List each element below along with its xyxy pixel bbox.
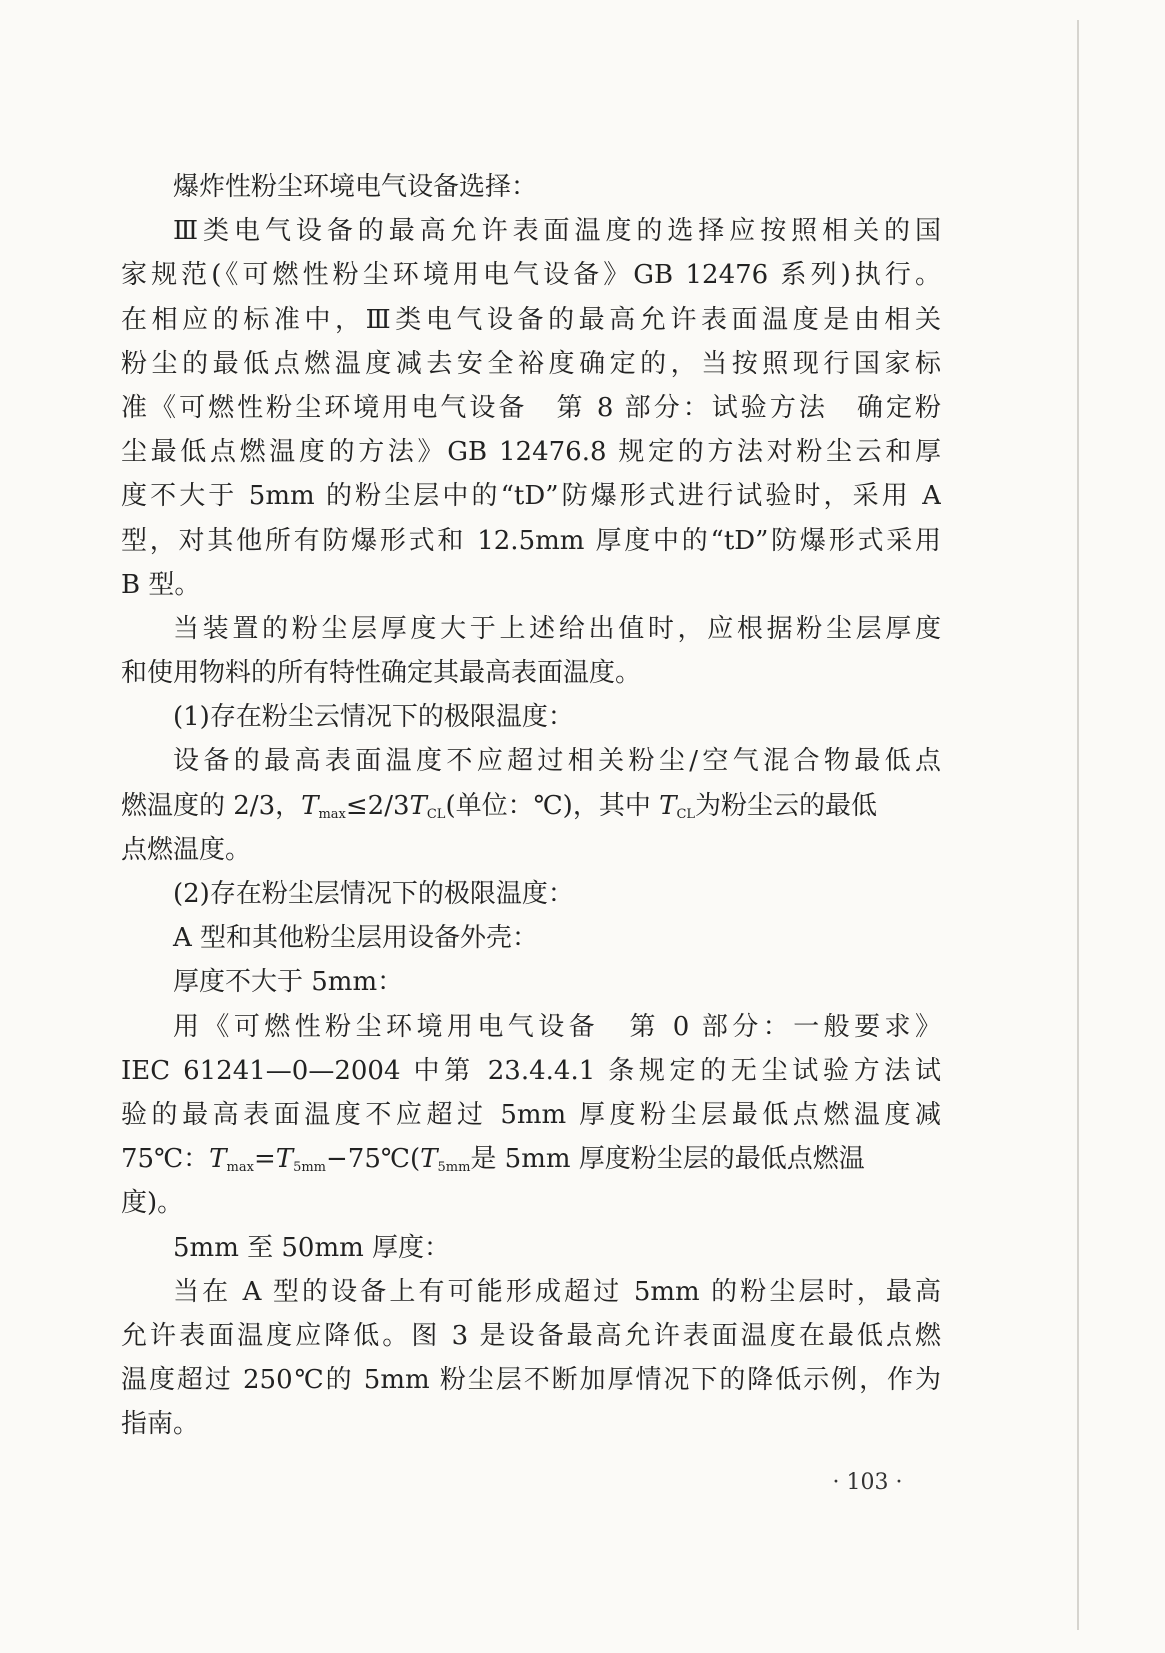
text-line: 准《可燃性粉尘环境用电气设备 第 8 部分：试验方法 确定粉: [121, 392, 941, 423]
text-line: 指南。: [121, 1409, 200, 1440]
formula-line-1: 燃温度的 2/3，$T_{max}\le 2/3T_{CL}$(单位：℃)，其中 $T_{CL}$为粉尘云的最低: [121, 790, 878, 822]
text-line: B 型。: [121, 569, 201, 600]
text-line: 在相应的标准中，Ⅲ类电气设备的最高允许表面温度是由相关: [121, 304, 941, 335]
text-line: 度)。: [121, 1188, 184, 1219]
subheading-dust-layer: (2)存在粉尘层情况下的极限温度：: [173, 879, 574, 909]
text-line: 当在 A 型的设备上有可能形成超过 5mm 的粉尘层时，最高: [173, 1276, 941, 1307]
body-text: [121, 165, 941, 1446]
subheading-thickness: 5mm 至 50mm 厚度：: [173, 1232, 451, 1263]
text-line: 用《可燃性粉尘环境用电气设备 第 0 部分：一般要求》: [173, 1011, 941, 1042]
text-line: 和使用物料的所有特性确定其最高表面温度。: [121, 658, 642, 689]
text-line: 设备的最高表面温度不应超过相关粉尘/空气混合物最低点: [173, 746, 941, 777]
text-line: 尘最低点燃温度的方法》GB 12476.8 规定的方法对粉尘云和厚: [121, 437, 941, 468]
formula-line-2: 75℃：$T_{max}=T_{5mm}-75℃(T_{5mm}$是 5mm 厚度粉尘层的最低点燃温: [121, 1144, 865, 1176]
page-number: · 103 ·: [832, 1470, 903, 1495]
text-line: 验的最高表面温度不应超过 5mm 厚度粉尘层最低点燃温度减: [121, 1099, 941, 1130]
text-line: 点燃温度。: [121, 834, 252, 865]
text-line: A 型和其他粉尘层用设备外壳：: [173, 923, 539, 954]
page-edge-line: [1077, 20, 1079, 1630]
text-line: 厚度不大于 5mm：: [173, 967, 404, 998]
text-line: IEC 61241—0—2004 中第 23.4.4.1 条规定的无尘试验方法试: [121, 1055, 941, 1086]
section-heading: 爆炸性粉尘环境电气设备选择：: [173, 172, 538, 202]
text-line: 允许表面温度应降低。图 3 是设备最高允许表面温度在最低点燃: [121, 1320, 941, 1351]
text-line: 粉尘的最低点燃温度减去安全裕度确定的，当按照现行国家标: [121, 348, 941, 379]
text-line: 度不大于 5mm 的粉尘层中的“tD”防爆形式进行试验时，采用 A: [121, 481, 941, 512]
text-line: 型，对其他所有防爆形式和 12.5mm 厚度中的“tD”防爆形式采用: [121, 525, 941, 556]
text-line: Ⅲ类电气设备的最高允许表面温度的选择应按照相关的国: [173, 216, 941, 247]
text-line: 当装置的粉尘层厚度大于上述给出值时，应根据粉尘层厚度: [173, 613, 941, 644]
text-line: 家规范(《可燃性粉尘环境用电气设备》GB 12476 系列)执行。: [121, 260, 941, 291]
text-line: 温度超过 250℃的 5mm 粉尘层不断加厚情况下的降低示例，作为: [121, 1365, 941, 1396]
subheading-dust-cloud: (1)存在粉尘云情况下的极限温度：: [173, 702, 574, 733]
